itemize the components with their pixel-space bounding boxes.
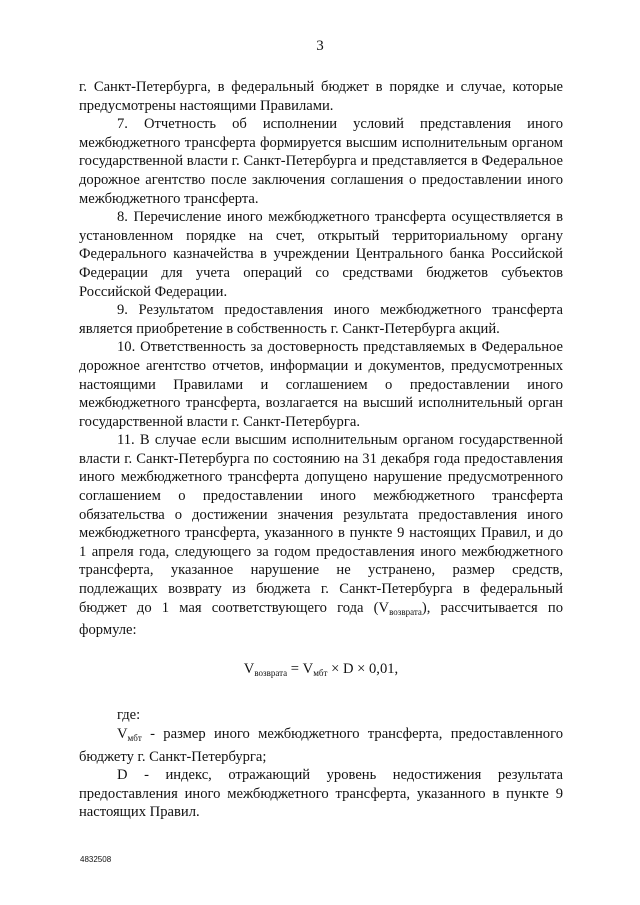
formula-rest: × D × 0,01, bbox=[327, 660, 399, 677]
formula-v-mbt-subscript: мбт bbox=[313, 667, 328, 678]
definition-v-mbt bbox=[79, 725, 563, 766]
paragraph-8: 8. Перечисление иного межбюджетного трансферта осуществляется в установленном порядке на счет, открытый территориальному органу Федерального казначейства в учреждении Центрального банка Российской Федерации для учета операций со средствами бюджетов субъектов Российской Федерации. bbox=[79, 209, 563, 300]
formula-equals: = bbox=[287, 660, 303, 677]
where-label: где: bbox=[117, 707, 141, 724]
formula-lhs: V bbox=[243, 660, 255, 677]
variable-v-vozvrata: V bbox=[378, 599, 390, 616]
document-body bbox=[79, 78, 563, 822]
paragraph-7: 7. Отчетность об исполнении условий представления иного межбюджетного трансферта формируется высшим исполнительным органом государственной власти г. Санкт-Петербурга и представляется в Федеральное дорожное агентство после заключения соглашения о предоставлении иного межбюджетного трансферта. bbox=[79, 116, 563, 207]
variable-subscript: возврата bbox=[389, 606, 422, 617]
paragraph-11-tail: ), рассчитывается по формуле: bbox=[79, 599, 563, 639]
formula bbox=[79, 660, 563, 683]
definition-v-mbt-subscript: мбт bbox=[127, 733, 142, 743]
document-id: 4832508 bbox=[80, 855, 112, 864]
paragraph-11-text: 11. В случае если высшим исполнительным органом государственной власти г. Санкт-Петербурга по состоянию на 31 декабря года предоставления иного межбюджетного трансферта допущено нарушение предусмотренного соглашением о предоставлении иного межбюджетного трансферта обязательства о достижении значения результата предоставления иного межбюджетного трансферта, указанного в пункте 9 настоящих Правил, и до 1 апреля года, следующего за годом предоставления иного межбюджетного трансферта, указанное нарушение не устранено, размер средств, подлежащих возврату из бюджета г. Санкт-Петербурга в федеральный бюджет до 1 мая соответствующего года ( bbox=[79, 432, 563, 616]
definition-d: D - индекс, отражающий уровень недостижения результата предоставления иного межбюджетного трансферта, указанного в пункте 9 настоящих Правил. bbox=[79, 767, 563, 821]
page-number: 3 bbox=[316, 38, 324, 54]
formula-lhs-subscript: возврата bbox=[254, 667, 288, 678]
definition-v-mbt-var: V bbox=[117, 726, 128, 742]
paragraph-10: 10. Ответственность за достоверность представляемых в Федеральное дорожное агентство отчетов, информации и документов, предусмотренных настоящими Правилами и соглашением о предоставлении иного межбюджетного трансферта, возлагается на высший исполнительный орган государственной власти г. Санкт-Петербурга. bbox=[79, 339, 563, 430]
paragraph-11 bbox=[79, 431, 563, 640]
paragraph-continuation: г. Санкт-Петербурга, в федеральный бюджет в порядке и случае, которые предусмотрены настоящими Правилами. bbox=[79, 79, 563, 114]
paragraph-9: 9. Результатом предоставления иного межбюджетного трансферта является приобретение в собственность г. Санкт-Петербурга акций. bbox=[79, 302, 563, 337]
formula-v-mbt: V bbox=[302, 660, 314, 677]
definition-v-mbt-text: - размер иного межбюджетного трансферта, предоставленного бюджету г. Санкт-Петербурга; bbox=[79, 726, 563, 765]
